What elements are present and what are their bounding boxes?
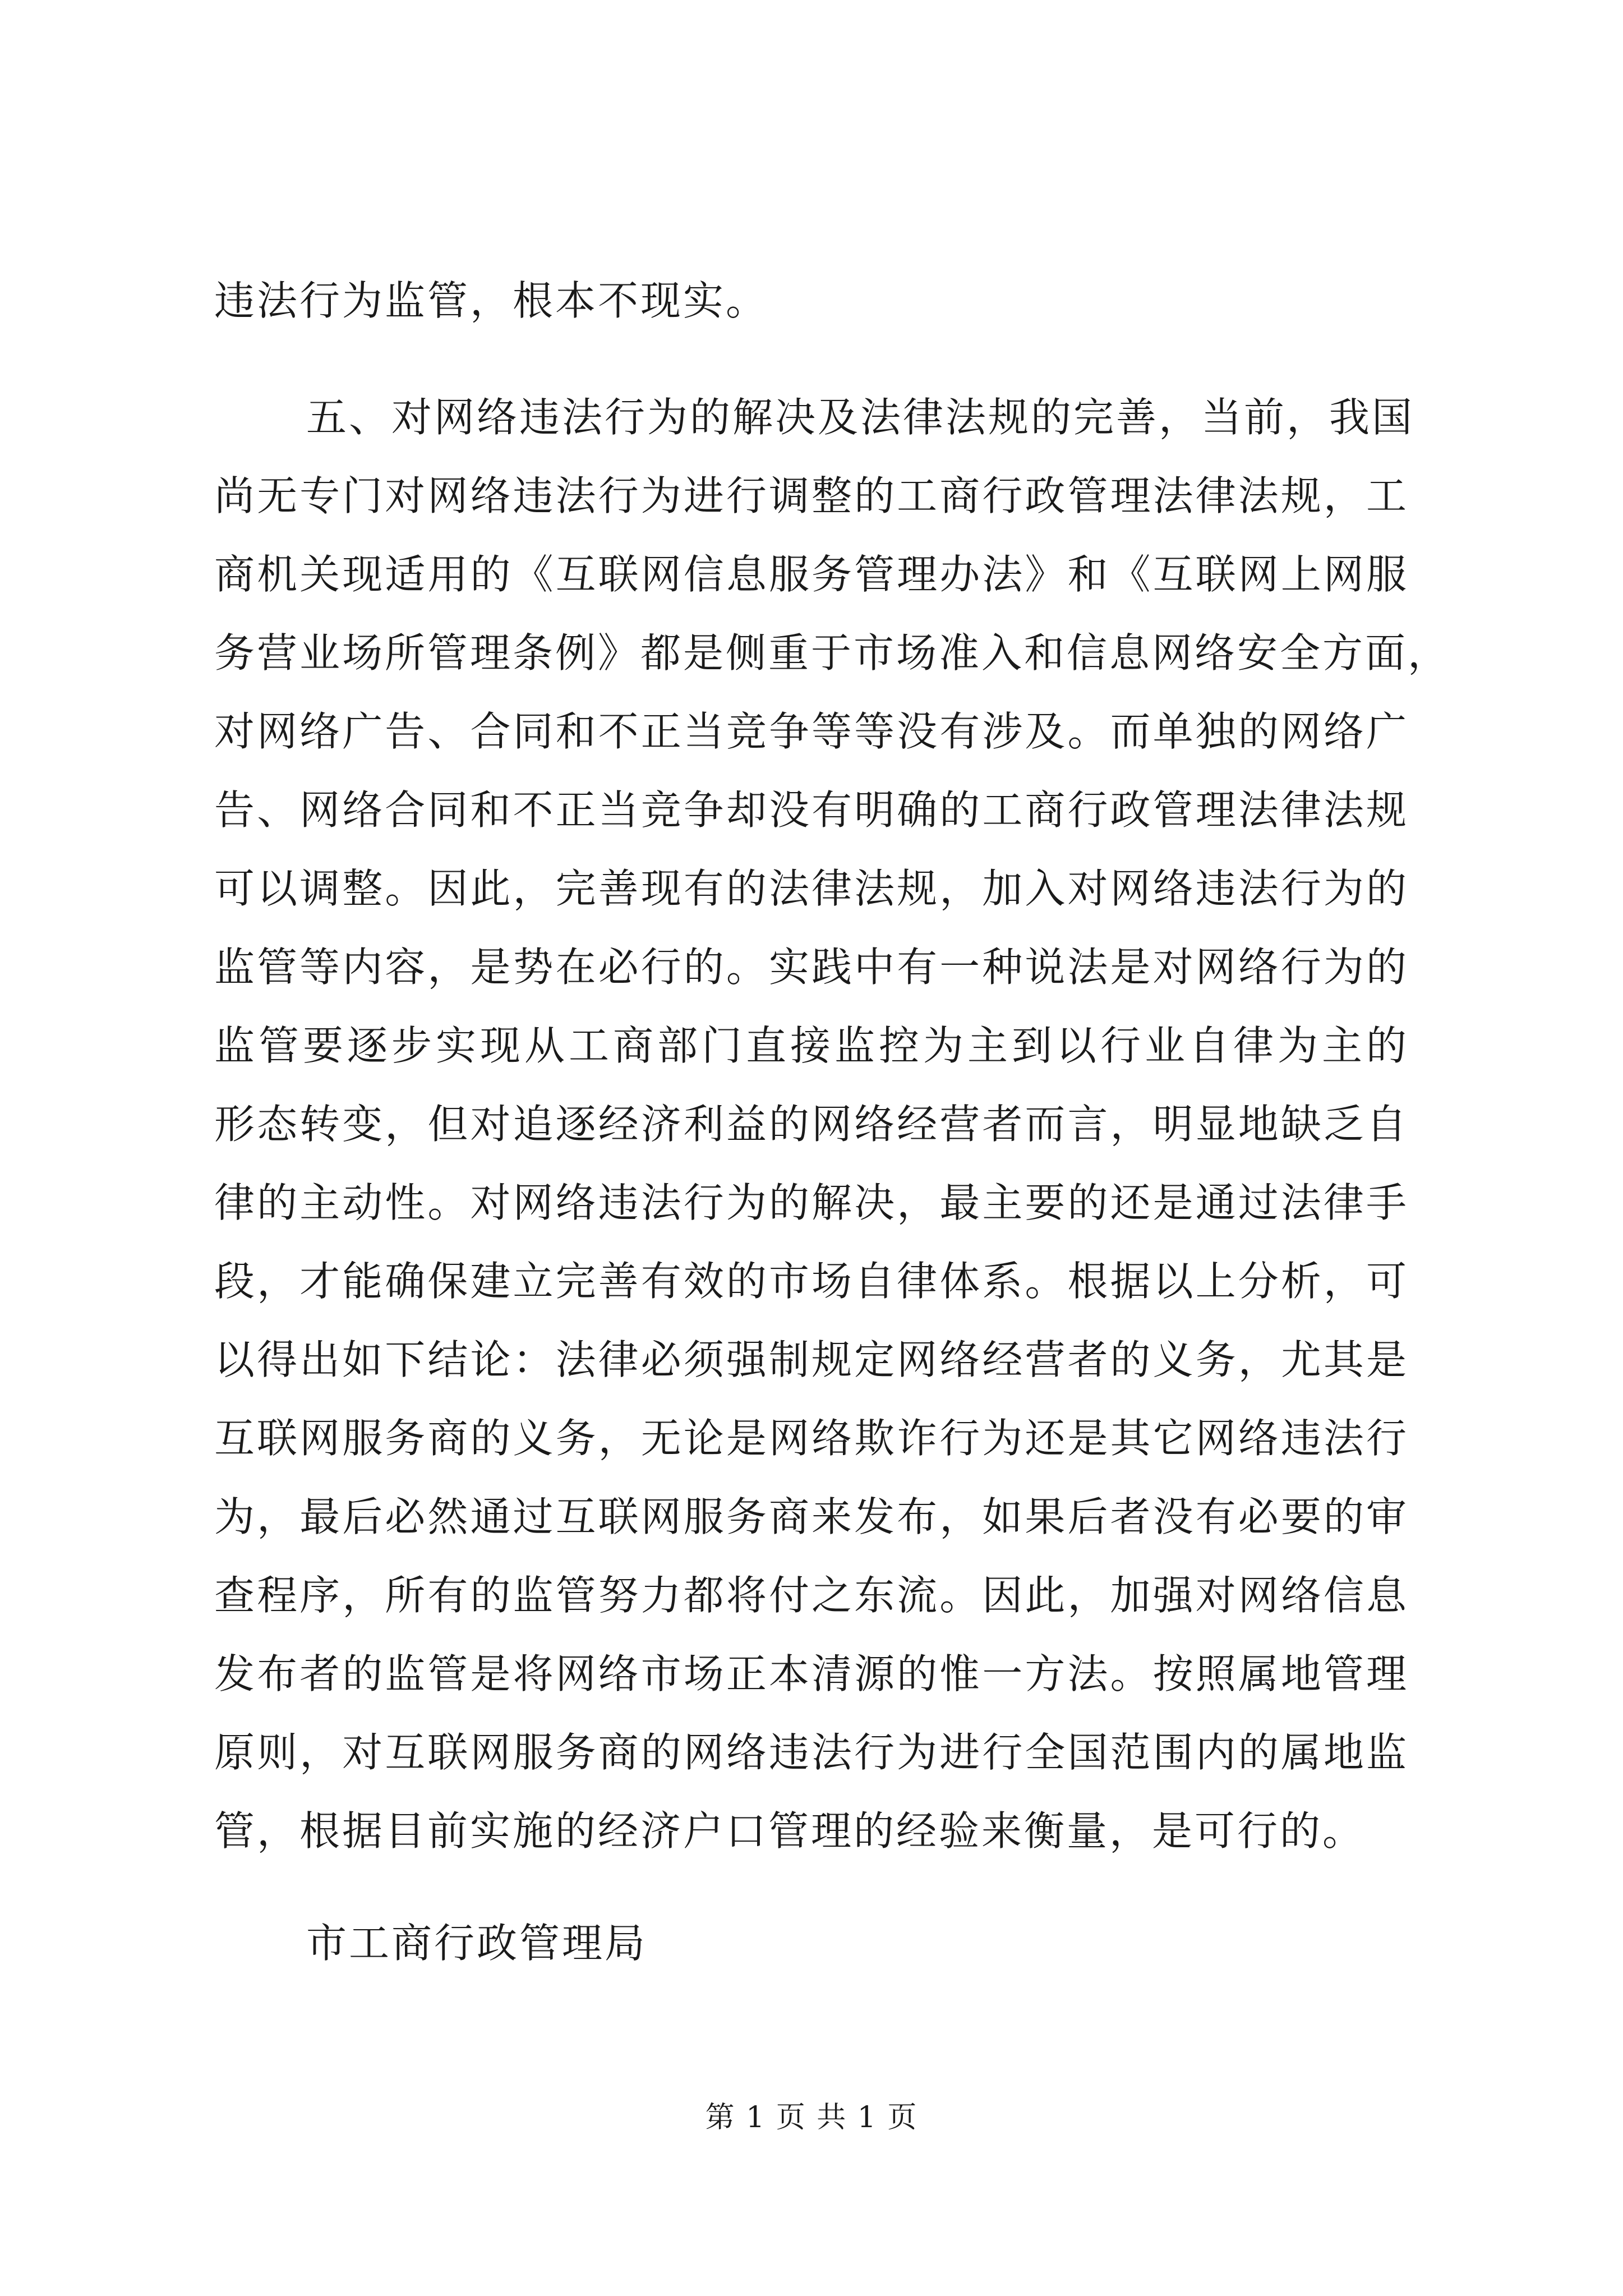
text-line: 为，最后必然通过互联网服务商来发布，如果后者没有必要的审 [214,1493,1409,1540]
text-line: 可以调整。因此，完善现有的法律法规，加入对网络违法行为的 [214,865,1409,912]
text-line: 以得出如下结论：法律必须强制规定网络经营者的义务，尤其是 [214,1336,1409,1383]
text-line: 尚无专门对网络违法行为进行调整的工商行政管理法律法规，工 [214,472,1409,519]
signature-line: 市工商行政管理局 [306,1920,648,1967]
text-line: 监管等内容，是势在必行的。实践中有一种说法是对网络行为的 [214,944,1409,991]
text-line: 告、网络合同和不正当竞争却没有明确的工商行政管理法律法规 [214,786,1409,834]
text-line: 管，根据目前实施的经济户口管理的经验来衡量，是可行的。 [214,1807,1366,1855]
text-line: 形态转变，但对追逐经济利益的网络经营者而言，明显地缺乏自 [214,1101,1409,1148]
text-line: 原则，对互联网服务商的网络违法行为进行全国范围内的属地监 [214,1729,1409,1776]
text-line: 五、对网络违法行为的解决及法律法规的完善，当前，我国 [306,394,1415,441]
text-line: 律的主动性。对网络违法行为的解决，最主要的还是通过法律手 [214,1179,1409,1226]
text-line: 对网络广告、合同和不正当竞争等等没有涉及。而单独的网络广 [214,708,1409,755]
text-line: 段，才能确保建立完善有效的市场自律体系。根据以上分析，可 [214,1258,1409,1305]
text-line: 违法行为监管，根本不现实。 [214,277,769,324]
text-line: 监管要逐步实现从工商部门直接监控为主到以行业自律为主的 [214,1022,1409,1069]
text-line: 务营业场所管理条例》都是侧重于市场准入和信息网络安全方面， [214,629,1451,677]
text-line: 发布者的监管是将网络市场正本清源的惟一方法。按照属地管理 [214,1650,1409,1697]
text-line: 商机关现适用的《互联网信息服务管理办法》和《互联网上网服 [214,551,1409,598]
page-number-footer: 第 1 页 共 1 页 [705,2101,918,2134]
text-line: 查程序，所有的监管努力都将付之东流。因此，加强对网络信息 [214,1572,1409,1619]
text-line: 互联网服务商的义务，无论是网络欺诈行为还是其它网络违法行 [214,1415,1409,1462]
